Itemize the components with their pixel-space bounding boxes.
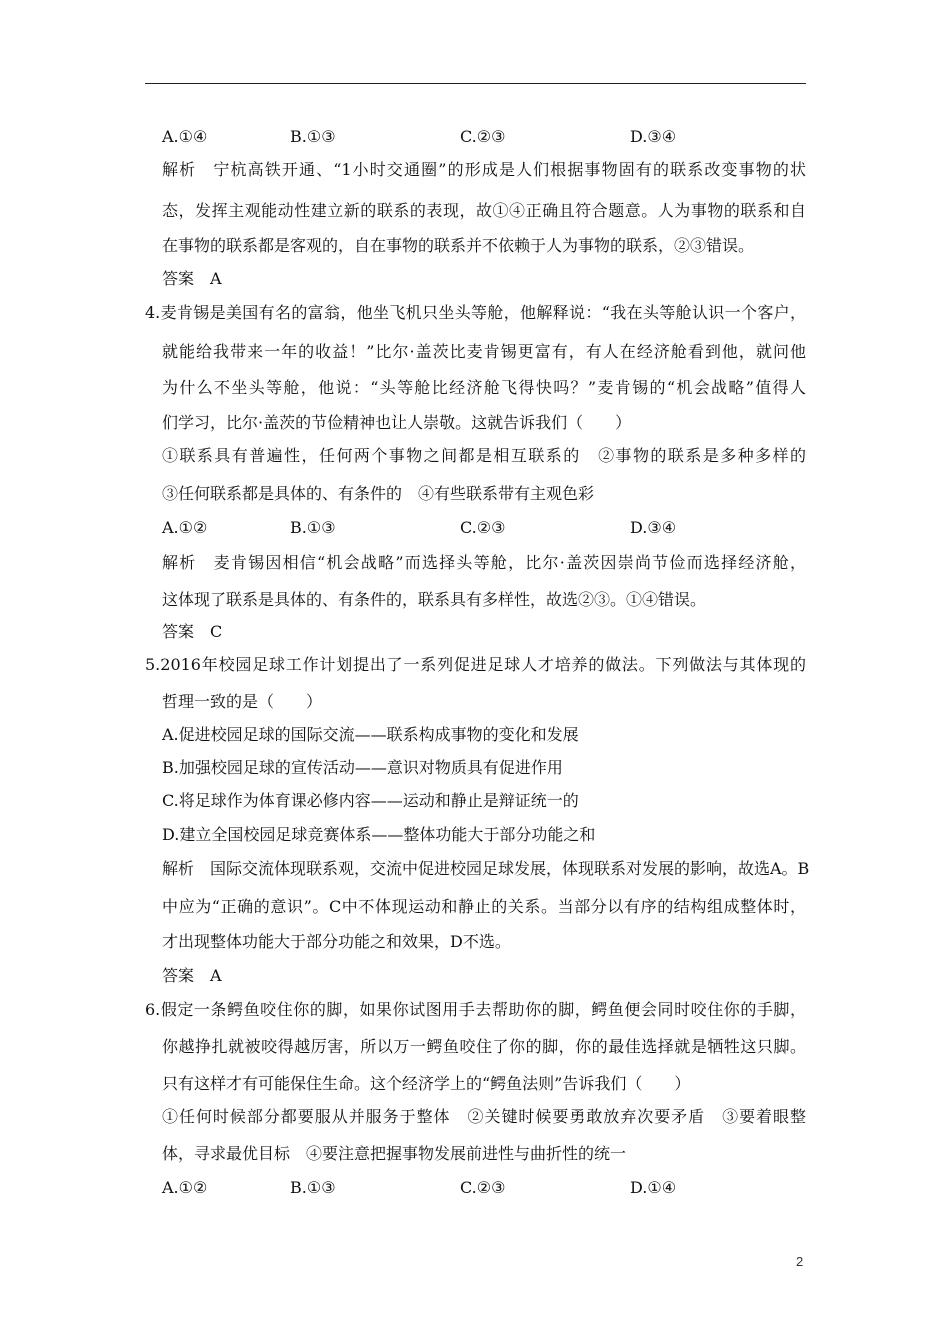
- statement-line: ①任何时候部分都要服从并服务于整体 ②关键时候要勇敢放弃次要矛盾 ③要着眼整: [162, 1107, 806, 1126]
- stem-line: 为什么不坐头等舱，他说：“头等舱比经济舱飞得快吗？”麦肯锡的“机会战略”值得人: [162, 378, 806, 397]
- header-rule: [145, 83, 806, 84]
- option-b: B.①③: [290, 127, 336, 146]
- stem-line: 6.假定一条鳄鱼咬住你的脚，如果你试图用手去帮助你的脚，鳄鱼便会同时咬住你的手脚，: [145, 1000, 806, 1019]
- option-b: B.①③: [290, 1178, 336, 1197]
- stem-line: 就能给我带来一年的收益！”比尔·盖茨比麦肯锡更富有，有人在经济舱看到他，就问他: [162, 342, 806, 361]
- option-d: D.①④: [630, 1178, 677, 1197]
- option-d: D.③④: [630, 518, 677, 537]
- analysis-line: 态，发挥主观能动性建立新的联系的表现，故①④正确且符合题意。人为事物的联系和自: [162, 201, 806, 220]
- option-d: D.建立全国校园足球竞赛体系——整体功能大于部分功能之和: [162, 825, 596, 844]
- question-5-answer: 答案 A: [162, 966, 222, 985]
- option-a: A.①④: [162, 127, 208, 146]
- statement-line: 体，寻求最优目标 ④要注意把握事物发展前进性与曲折性的统一: [162, 1144, 627, 1163]
- analysis-line: 才出现整体功能大于部分功能之和效果，D不选。: [162, 932, 511, 951]
- analysis-line: 在事物的联系都是客观的，自在事物的联系并不依赖于人为事物的联系，②③错误。: [162, 236, 755, 255]
- option-d: D.③④: [630, 127, 677, 146]
- stem-line: 只有这样才有可能保住生命。这个经济学上的“鳄鱼法则”告诉我们（ ）: [162, 1074, 691, 1093]
- stem-line: 哲理一致的是（ ）: [162, 692, 323, 711]
- option-c: C.②③: [460, 127, 506, 146]
- question-3-answer: 答案 A: [162, 269, 222, 288]
- analysis-line: 解析 国际交流体现联系观，交流中促进校园足球发展，体现联系对发展的影响，故选A。B: [162, 859, 810, 878]
- option-b: B.加强校园足球的宣传活动——意识对物质具有促进作用: [162, 758, 563, 777]
- option-c: C.②③: [460, 1178, 506, 1197]
- statement-line: ①联系具有普遍性，任何两个事物之间都是相互联系的 ②事物的联系是多种多样的: [162, 446, 806, 465]
- analysis-line: 解析 宁杭高铁开通、“1小时交通圈”的形成是人们根据事物固有的联系改变事物的状: [162, 160, 806, 179]
- option-c: C.将足球作为体育课必修内容——运动和静止是辩证统一的: [162, 791, 579, 810]
- analysis-line: 解析 麦肯锡因相信“机会战略”而选择头等舱，比尔·盖茨因崇尚节俭而选择经济舱，: [162, 553, 806, 572]
- option-a: A.促进校园足球的国际交流——联系构成事物的变化和发展: [162, 725, 579, 744]
- question-4-answer: 答案 C: [162, 622, 223, 641]
- option-b: B.①③: [290, 518, 336, 537]
- stem-line: 5.2016年校园足球工作计划提出了一系列促进足球人才培养的做法。下列做法与其体现的: [145, 655, 806, 674]
- statement-line: ③任何联系都是具体的、有条件的 ④有些联系带有主观色彩: [162, 484, 595, 503]
- analysis-line: 中应为“正确的意识”。C中不体现运动和静止的关系。当部分以有序的结构组成整体时，: [162, 897, 806, 916]
- stem-line: 们学习，比尔·盖茨的节俭精神也让人崇敬。这就告诉我们（ ）: [162, 413, 632, 432]
- stem-line: 你越挣扎就被咬得越厉害，所以万一鳄鱼咬住了你的脚，你的最佳选择就是牺牲这只脚。: [162, 1037, 806, 1056]
- page-number: 2: [796, 1254, 804, 1269]
- option-c: C.②③: [460, 518, 506, 537]
- stem-line: 4.麦肯锡是美国有名的富翁，他坐飞机只坐头等舱，他解释说：“我在头等舱认识一个客户，: [145, 303, 806, 322]
- option-a: A.①②: [162, 518, 208, 537]
- option-a: A.①②: [162, 1178, 208, 1197]
- analysis-line: 这体现了联系是具体的、有条件的，联系具有多样性，故选②③。①④错误。: [162, 590, 707, 609]
